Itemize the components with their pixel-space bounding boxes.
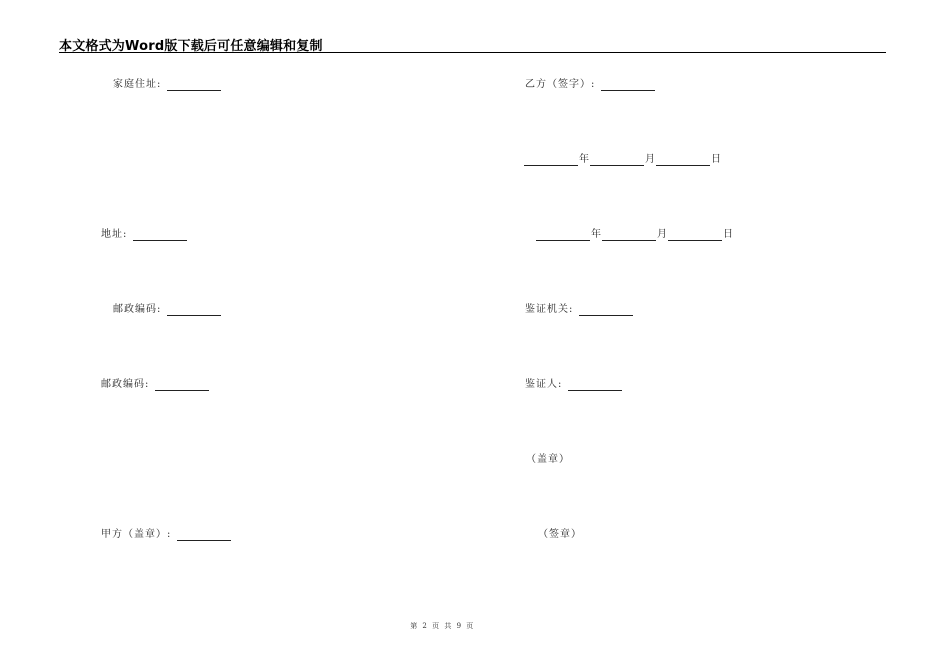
home-address-label: 家庭住址: bbox=[113, 79, 162, 90]
address-label: 地址: bbox=[101, 229, 128, 240]
seal-label: （盖章） bbox=[526, 454, 570, 465]
date-1-day-blank[interactable] bbox=[656, 155, 710, 166]
page-number-total: 9 bbox=[456, 622, 462, 630]
home-address-field bbox=[113, 79, 221, 91]
header-divider bbox=[59, 52, 886, 53]
address-field bbox=[101, 229, 187, 241]
signature-field bbox=[538, 529, 582, 541]
date-2-day-blank[interactable] bbox=[668, 230, 722, 241]
signature-label: （签章） bbox=[538, 529, 582, 540]
date-2-year-blank[interactable] bbox=[536, 230, 590, 241]
postal-code-label-1: 邮政编码: bbox=[113, 304, 162, 315]
date-1-year-blank[interactable] bbox=[524, 155, 578, 166]
party-b-label: 乙方（签字）: bbox=[525, 79, 596, 90]
seal-field bbox=[526, 454, 570, 466]
date-2-month-blank[interactable] bbox=[602, 230, 656, 241]
notary-office-label: 鉴证机关: bbox=[525, 304, 574, 315]
notary-person-label: 鉴证人: bbox=[525, 379, 563, 390]
page-number-prefix: 第 bbox=[410, 622, 418, 630]
page-number bbox=[0, 621, 884, 631]
page-number-current: 2 bbox=[422, 622, 428, 630]
postal-code-blank-1[interactable] bbox=[167, 305, 221, 316]
date-1-day-label: 日 bbox=[711, 154, 721, 165]
header-title: 本文格式为Word版下载后可任意编辑和复制 bbox=[59, 39, 323, 54]
address-blank[interactable] bbox=[133, 230, 187, 241]
date-2-day-label: 日 bbox=[723, 229, 733, 240]
date-1-month-blank[interactable] bbox=[590, 155, 644, 166]
postal-code-field-2 bbox=[101, 379, 209, 391]
date-1-month-label: 月 bbox=[645, 154, 655, 165]
date-field-1 bbox=[524, 154, 722, 166]
postal-code-field-1 bbox=[113, 304, 221, 316]
notary-person-field bbox=[525, 379, 622, 391]
page-number-middle-1: 页 bbox=[432, 622, 440, 630]
party-b-field bbox=[525, 79, 655, 91]
party-a-blank[interactable] bbox=[177, 530, 231, 541]
postal-code-blank-2[interactable] bbox=[155, 380, 209, 391]
notary-office-blank[interactable] bbox=[579, 305, 633, 316]
home-address-blank[interactable] bbox=[167, 80, 221, 91]
notary-person-blank[interactable] bbox=[568, 380, 622, 391]
date-field-2 bbox=[536, 229, 734, 241]
party-a-field bbox=[101, 529, 231, 541]
date-2-month-label: 月 bbox=[657, 229, 667, 240]
postal-code-label-2: 邮政编码: bbox=[101, 379, 150, 390]
party-a-label: 甲方（盖章）: bbox=[101, 529, 172, 540]
page-number-middle-2: 共 bbox=[444, 622, 452, 630]
party-b-blank[interactable] bbox=[601, 80, 655, 91]
date-1-year-label: 年 bbox=[579, 154, 589, 165]
page-number-suffix: 页 bbox=[466, 622, 474, 630]
notary-office-field bbox=[525, 304, 633, 316]
date-2-year-label: 年 bbox=[591, 229, 601, 240]
